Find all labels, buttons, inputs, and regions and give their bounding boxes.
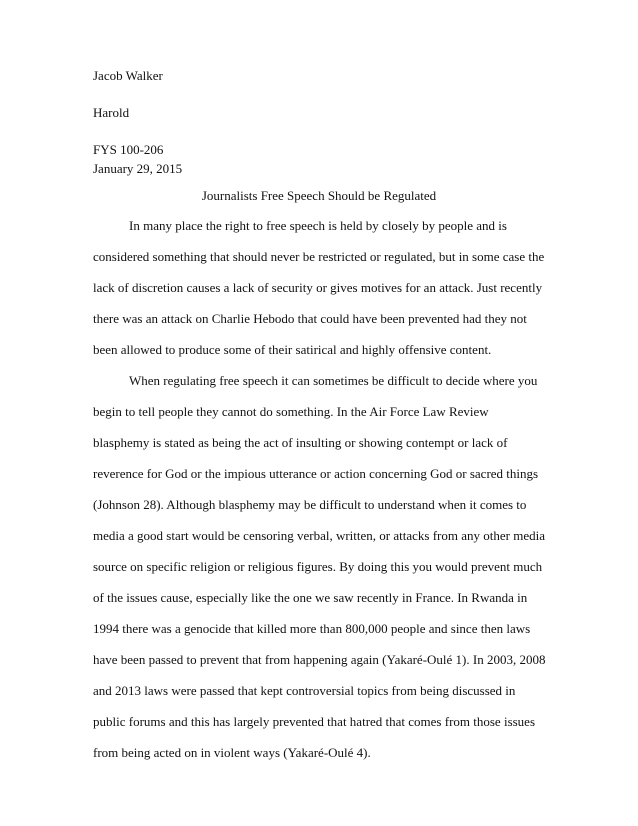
paragraph-2: When regulating free speech it can sometimes be difficult to decide where you begin to tell people they cannot do something. In the Air Force Law Review blasphemy is stated as being the act of insulting or showing contempt or lack of reverence for God or the impious utterance or action concerning God or sacred things (Johnson 28). Although blasphemy may be difficult to understand when it comes to media a good start would be censoring verbal, written, or attacks from any other media source on specific religion or religious figures. By doing this you would prevent much of the issues cause, especially like the one we saw recently in France. In Rwanda in 1994 there was a genocide that killed more than 800,000 people and since then laws have been passed to prevent that from happening again (Yakaré-Oulé 1). In 2003, 2008 and 2013 laws were passed that kept controversial topics from being discussed in public forums and this has largely prevented that hatred that comes from those issues from being acted on in violent ways (Yakaré-Oulé 4). (93, 373, 546, 760)
document-body (93, 210, 548, 768)
course-code: FYS 100-206 (93, 142, 164, 157)
paragraph-1: In many place the right to free speech is held by closely by people and is considered something that should never be restricted or regulated, but in some case the lack of discretion causes a lack of security or gives motives for an attack. Just recently there was an attack on Charlie Hebodo that could have been prevented had they not been allowed to produce some of their satirical and highly offensive content. (93, 218, 545, 357)
author-name: Jacob Walker (93, 68, 163, 83)
document-date: January 29, 2015 (93, 161, 183, 176)
document-title: Journalists Free Speech Should be Regulated (201, 188, 437, 203)
instructor-name: Harold (93, 105, 130, 120)
